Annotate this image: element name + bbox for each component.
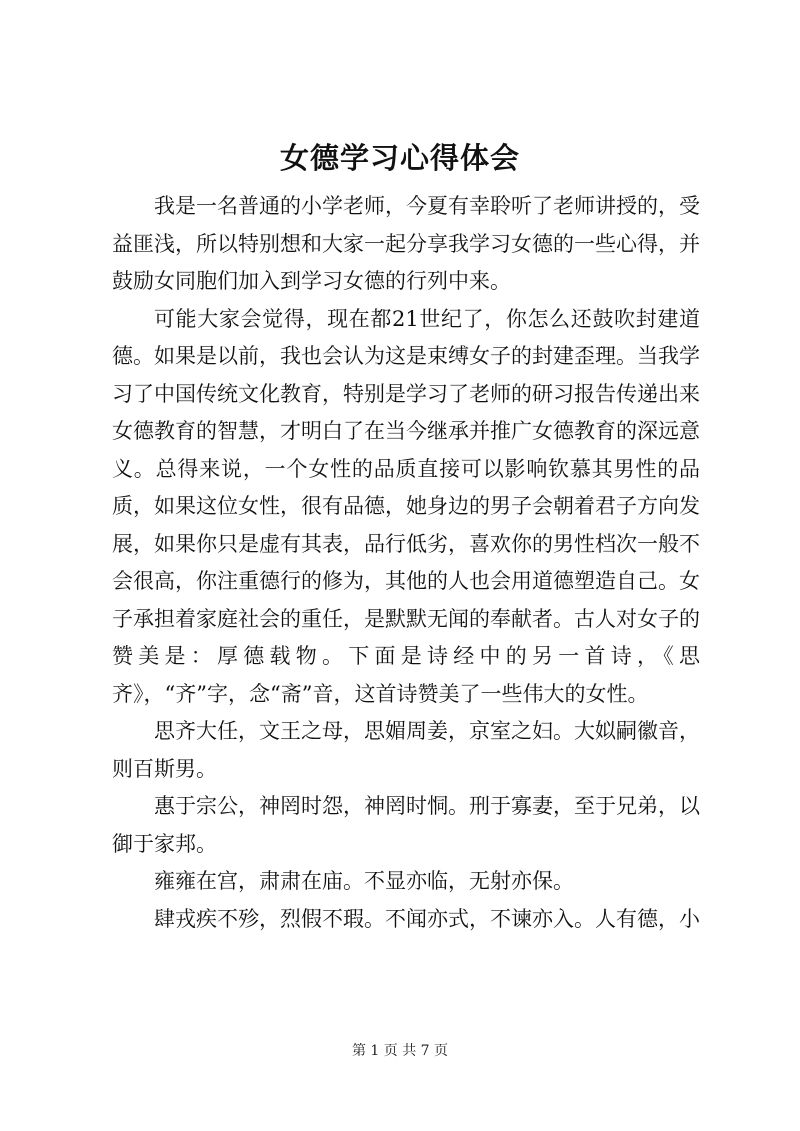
poem-stanza-1: 思齐大任，文王之母，思媚周姜，京室之妇。大姒嗣徽音，则百斯男。: [112, 719, 700, 781]
poem-stanza-2: 惠于宗公，神罔时怨，神罔时恫。刑于寡妻，至于兄弟，以御于家邦。: [112, 794, 700, 856]
poem-stanza-4: 肆戎疾不殄，烈假不瑕。不闻亦式，不谏亦入。人有德，小: [154, 906, 700, 931]
document-body: [112, 188, 700, 938]
paragraph-intro: 我是一名普通的小学老师，今夏有幸聆听了老师讲授的，受益匪浅，所以特别想和大家一起分享我学习女德的一些心得，并鼓励女同胞们加入到学习女德的行列中来。: [112, 194, 700, 293]
paragraph-main: 可能大家会觉得，现在都21世纪了，你怎么还鼓吹封建道德。如果是以前，我也会认为这是束缚女子的封建歪理。当我学习了中国传统文化教育，特别是学习了老师的研习报告传递出来女德教育的智慧，才明白了在当今继承并推广女德教育的深远意义。总得来说，一个女性的品质直接可以影响钦慕其男性的品质，如果这位女性，很有品德，她身边的男子会朝着君子方向发展，如果你只是虚有其表，品行低劣，喜欢你的男性档次一般不会很高，你注重德行的修为，其他的人也会用道德塑造自己。女子承担着家庭社会的重任，是默默无闻的奉献者。古人对女子的赞美是：厚德载物。下面是诗经中的另一首诗，《思齐》，“齐”字，念“斋”音，这首诗赞美了一些伟大的女性。: [112, 306, 700, 706]
poem-stanza-3: 雍雍在宫，肃肃在庙。不显亦临，无射亦保。: [154, 869, 574, 893]
document-title: 女德学习心得体会: [279, 141, 520, 175]
page-footer: 第 1 页 共 7 页: [351, 1043, 449, 1059]
